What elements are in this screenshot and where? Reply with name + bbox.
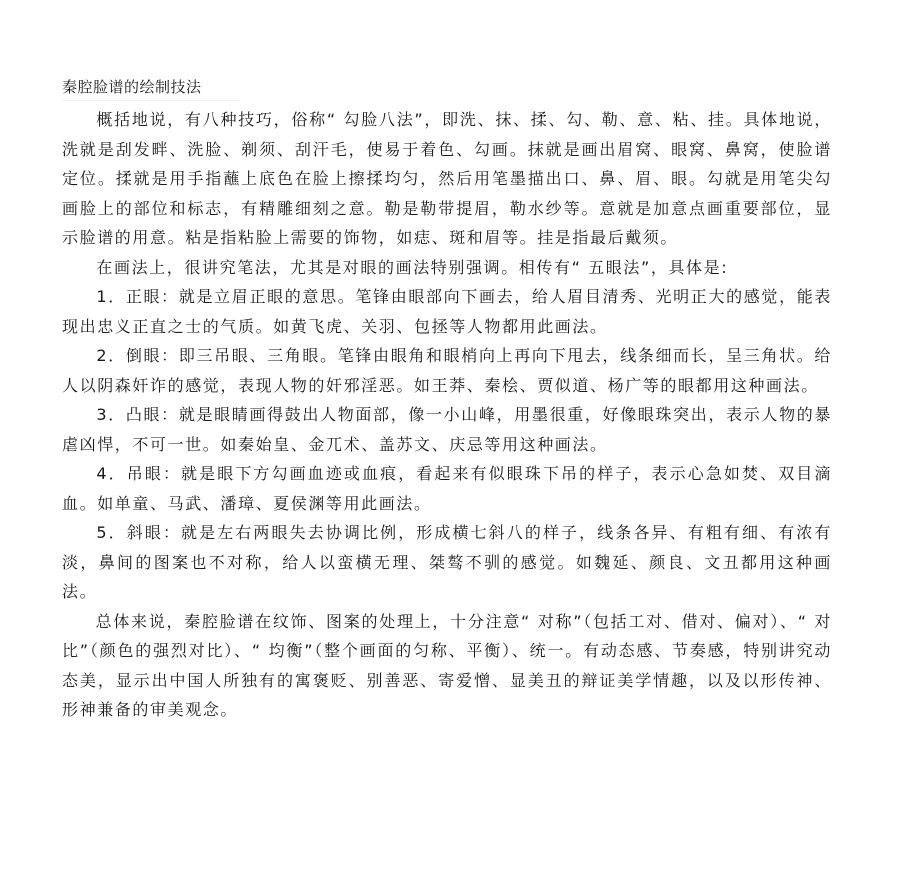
paragraph-eye-3-tuyan: 3．凸眼：就是眼睛画得鼓出人物面部，像一小山峰，用墨很重，好像眼珠突出，表示人物的暴虐凶悍，不可一世。如秦始皇、金兀术、盖苏文、庆忌等用这种画法。 <box>62 405 832 454</box>
document-title: 秦腔脸谱的绘制技法 <box>62 76 240 101</box>
paragraph-eye-4-diaoyan: 4．吊眼：就是眼下方勾画血迹或血痕，看起来有似眼珠下吊的样子，表示心急如焚、双目滴血。如单童、马武、潘璋、夏侯渊等用此画法。 <box>62 464 832 513</box>
document-page <box>62 76 832 725</box>
paragraph-eye-2-daoyan: 2．倒眼：即三吊眼、三角眼。笔锋由眼角和眼梢向上再向下甩去，线条细而长，呈三角状。给人以阴森奸诈的感觉，表现人物的奸邪淫恶。如王莽、秦桧、贾似道、杨广等的眼都用这种画法。 <box>62 346 832 395</box>
paragraph-overall-summary: 总体来说，秦腔脸谱在纹饰、图案的处理上，十分注意“ 对称”（包括工对、借对、偏对）、“ 对比”（颜色的强烈对比）、“ 均衡”（整个画面的匀称、平衡）、统一。有动态感、节奏感，特别讲究动态美，显示出中国人所独有的寓褒贬、别善恶、寄爱憎、显美丑的辩证美学情趣，以及以形传神、形神兼备的审美观念。 <box>62 611 832 719</box>
paragraph-eye-1-zhengyan: 1．正眼：就是立眉正眼的意思。笔锋由眼部向下画去，给人眉目清秀、光明正大的感觉，能表现出忠义正直之士的气质。如黄飞虎、关羽、包拯等人物都用此画法。 <box>62 287 832 336</box>
paragraph-five-eyes-intro: 在画法上，很讲究笔法，尤其是对眼的画法特别强调。相传有“ 五眼法”，具体是: <box>96 257 729 277</box>
paragraph-eye-5-xieyan: 5．斜眼：就是左右两眼失去协调比例，形成横七斜八的样子，线条各异、有粗有细、有浓有淡，鼻间的图案也不对称，给人以蛮横无理、桀骜不驯的感觉。如魏延、颜良、文丑都用这种画法。 <box>62 523 832 601</box>
paragraph-eight-methods: 概括地说，有八种技巧，俗称“ 勾脸八法”，即洗、抹、揉、勾、勒、意、粘、挂。具体地说，洗就是刮发畔、洗脸、剃须、刮汗毛，使易于着色、勾画。抹就是画出眉窝、眼窝、鼻窝，使脸谱定位。揉就是用手指蘸上底色在脸上擦揉均匀，然后用笔墨描出口、鼻、眉、眼。勾就是用笔尖勾画脸上的部位和标志，有精雕细刻之意。勒是勒带提眉，勒水纱等。意就是加意点画重要部位，显示脸谱的用意。粘是指粘脸上需要的饰物，如痣、斑和眉等。挂是指最后戴须。 <box>62 110 832 247</box>
